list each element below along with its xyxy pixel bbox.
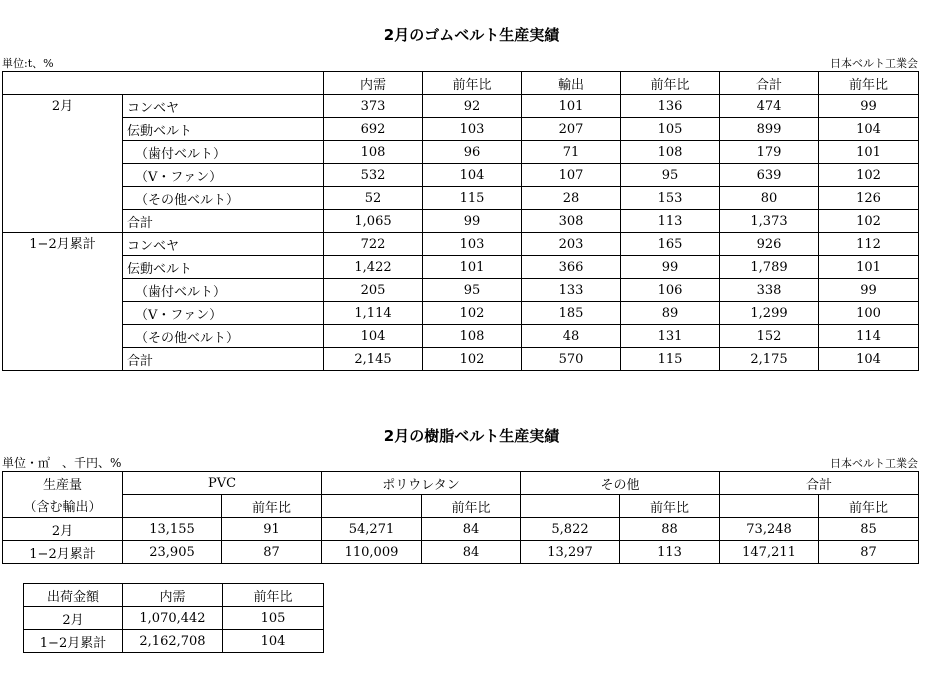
table-cell: 71	[522, 141, 621, 164]
table-cell: 1,065	[324, 210, 423, 233]
table-cell: 2,175	[720, 348, 819, 371]
table-cell: 115	[621, 348, 720, 371]
resin-cat-total: 合計	[720, 472, 919, 495]
table-cell: 105	[621, 118, 720, 141]
resin-cat-polyurethane: ポリウレタン	[322, 472, 521, 495]
table-cell: 104	[423, 164, 522, 187]
table-row	[3, 279, 919, 302]
resin-yoy-label: 前年比	[222, 495, 322, 518]
table-cell: 126	[819, 187, 919, 210]
table-cell: 108	[423, 325, 522, 348]
shipment-head-yoy: 前年比	[223, 584, 324, 607]
table-cell: 108	[621, 141, 720, 164]
table-cell: 205	[324, 279, 423, 302]
table-cell: 84	[422, 518, 521, 541]
row-name: コンベヤ	[123, 95, 324, 118]
resin-yoy-label: 前年比	[620, 495, 720, 518]
table-cell: 152	[720, 325, 819, 348]
table-cell: 1,373	[720, 210, 819, 233]
table-cell: 107	[522, 164, 621, 187]
table-cell: 104	[819, 348, 919, 371]
table-cell: 179	[720, 141, 819, 164]
table-cell: 1,299	[720, 302, 819, 325]
row-name: 伝動ベルト	[123, 118, 324, 141]
row-name: （歯付ベルト）	[123, 141, 324, 164]
resin-cat-pvc: PVC	[123, 472, 322, 495]
rubber-header-row	[3, 72, 919, 95]
table-cell: 87	[222, 541, 322, 564]
row-name: （歯付ベルト）	[123, 279, 324, 302]
table-cell: 899	[720, 118, 819, 141]
rubber-source-note: 日本ベルト工業会	[830, 57, 918, 70]
table-cell: 28	[522, 187, 621, 210]
table-cell: 13,297	[521, 541, 620, 564]
row-name: コンベヤ	[123, 233, 324, 256]
rubber-belt-table	[2, 71, 919, 371]
group-label: 2月	[3, 95, 123, 233]
table-cell: 2,162,708	[123, 630, 223, 653]
table-cell: 153	[621, 187, 720, 210]
table-cell: 366	[522, 256, 621, 279]
rubber-unit-note: 単位:t、%	[2, 57, 54, 70]
table-cell: 48	[522, 325, 621, 348]
row-label: 1−2月累計	[3, 541, 123, 564]
table-cell: 103	[423, 233, 522, 256]
table-cell: 102	[423, 302, 522, 325]
resin-head-incl-export: （含む輸出）	[3, 495, 123, 518]
table-cell: 1,789	[720, 256, 819, 279]
table-cell: 99	[423, 210, 522, 233]
table-cell: 92	[423, 95, 522, 118]
table-cell: 87	[819, 541, 919, 564]
resin-cat-other: その他	[521, 472, 720, 495]
table-row	[24, 630, 324, 653]
resin-title: 2月の樹脂ベルト生産実績	[383, 427, 560, 445]
table-cell: 692	[324, 118, 423, 141]
table-cell: 89	[621, 302, 720, 325]
table-cell: 104	[223, 630, 324, 653]
row-name: （その他ベルト）	[123, 325, 324, 348]
table-cell: 73,248	[720, 518, 819, 541]
table-row	[3, 187, 919, 210]
table-cell: 91	[222, 518, 322, 541]
table-cell: 131	[621, 325, 720, 348]
resin-header-row-1	[3, 472, 919, 495]
table-cell: 1,070,442	[123, 607, 223, 630]
shipment-head-amount: 出荷金額	[24, 584, 123, 607]
table-cell: 133	[522, 279, 621, 302]
table-row	[3, 541, 919, 564]
table-cell: 101	[423, 256, 522, 279]
row-label: 1−2月累計	[24, 630, 123, 653]
table-cell: 99	[819, 95, 919, 118]
table-cell: 96	[423, 141, 522, 164]
resin-belt-table	[2, 471, 919, 564]
table-cell: 108	[324, 141, 423, 164]
table-cell: 85	[819, 518, 919, 541]
table-cell: 106	[621, 279, 720, 302]
table-row	[3, 348, 919, 371]
table-cell: 95	[621, 164, 720, 187]
shipment-header-row	[24, 584, 324, 607]
table-cell: 84	[422, 541, 521, 564]
table-cell: 112	[819, 233, 919, 256]
row-label: 2月	[24, 607, 123, 630]
table-cell: 338	[720, 279, 819, 302]
table-row	[24, 607, 324, 630]
table-cell: 639	[720, 164, 819, 187]
table-cell: 88	[620, 518, 720, 541]
table-cell: 104	[819, 118, 919, 141]
table-cell: 80	[720, 187, 819, 210]
table-row	[3, 95, 919, 118]
table-cell: 103	[423, 118, 522, 141]
row-name: 合計	[123, 210, 324, 233]
table-cell: 95	[423, 279, 522, 302]
table-cell: 102	[819, 210, 919, 233]
table-cell: 99	[819, 279, 919, 302]
row-name: （V・ファン）	[123, 302, 324, 325]
col-domestic: 内需	[324, 72, 423, 95]
row-name: 合計	[123, 348, 324, 371]
table-cell: 115	[423, 187, 522, 210]
col-total-yoy: 前年比	[819, 72, 919, 95]
table-cell: 722	[324, 233, 423, 256]
table-cell: 101	[819, 256, 919, 279]
col-domestic-yoy: 前年比	[423, 72, 522, 95]
table-cell: 165	[621, 233, 720, 256]
table-cell: 207	[522, 118, 621, 141]
table-row	[3, 118, 919, 141]
table-cell: 2,145	[324, 348, 423, 371]
table-cell: 1,422	[324, 256, 423, 279]
table-cell: 101	[522, 95, 621, 118]
table-cell: 570	[522, 348, 621, 371]
table-row	[3, 141, 919, 164]
table-cell: 100	[819, 302, 919, 325]
table-cell: 110,009	[322, 541, 422, 564]
table-cell: 185	[522, 302, 621, 325]
table-cell: 101	[819, 141, 919, 164]
table-cell: 1,114	[324, 302, 423, 325]
col-export-yoy: 前年比	[621, 72, 720, 95]
row-name: （V・ファン）	[123, 164, 324, 187]
resin-unit-note: 単位・㎡ 、千円、%	[2, 456, 122, 470]
table-row	[3, 302, 919, 325]
table-cell: 113	[620, 541, 720, 564]
row-name: 伝動ベルト	[123, 256, 324, 279]
table-cell: 104	[324, 325, 423, 348]
resin-yoy-label: 前年比	[819, 495, 919, 518]
resin-source-note: 日本ベルト工業会	[830, 457, 918, 470]
table-row	[3, 325, 919, 348]
table-cell: 532	[324, 164, 423, 187]
table-cell: 102	[423, 348, 522, 371]
table-row	[3, 210, 919, 233]
table-cell: 5,822	[521, 518, 620, 541]
table-cell: 203	[522, 233, 621, 256]
table-cell: 105	[223, 607, 324, 630]
col-total: 合計	[720, 72, 819, 95]
table-cell: 147,211	[720, 541, 819, 564]
table-cell: 474	[720, 95, 819, 118]
table-cell: 52	[324, 187, 423, 210]
table-cell: 102	[819, 164, 919, 187]
table-cell: 99	[621, 256, 720, 279]
rubber-title: 2月のゴムベルト生産実績	[383, 26, 560, 44]
table-cell: 114	[819, 325, 919, 348]
resin-head-production: 生産量	[3, 472, 123, 495]
table-row	[3, 518, 919, 541]
shipment-head-domestic: 内需	[123, 584, 223, 607]
row-label: 2月	[3, 518, 123, 541]
table-cell: 113	[621, 210, 720, 233]
group-label: 1−2月累計	[3, 233, 123, 371]
row-name: （その他ベルト）	[123, 187, 324, 210]
table-row	[3, 256, 919, 279]
table-cell: 308	[522, 210, 621, 233]
col-export: 輸出	[522, 72, 621, 95]
table-cell: 54,271	[322, 518, 422, 541]
table-cell: 23,905	[123, 541, 222, 564]
resin-yoy-label: 前年比	[422, 495, 521, 518]
shipment-table	[23, 583, 324, 653]
table-cell: 13,155	[123, 518, 222, 541]
resin-header-row-2	[3, 495, 919, 518]
table-row	[3, 233, 919, 256]
table-row	[3, 164, 919, 187]
table-cell: 373	[324, 95, 423, 118]
table-cell: 926	[720, 233, 819, 256]
table-cell: 136	[621, 95, 720, 118]
